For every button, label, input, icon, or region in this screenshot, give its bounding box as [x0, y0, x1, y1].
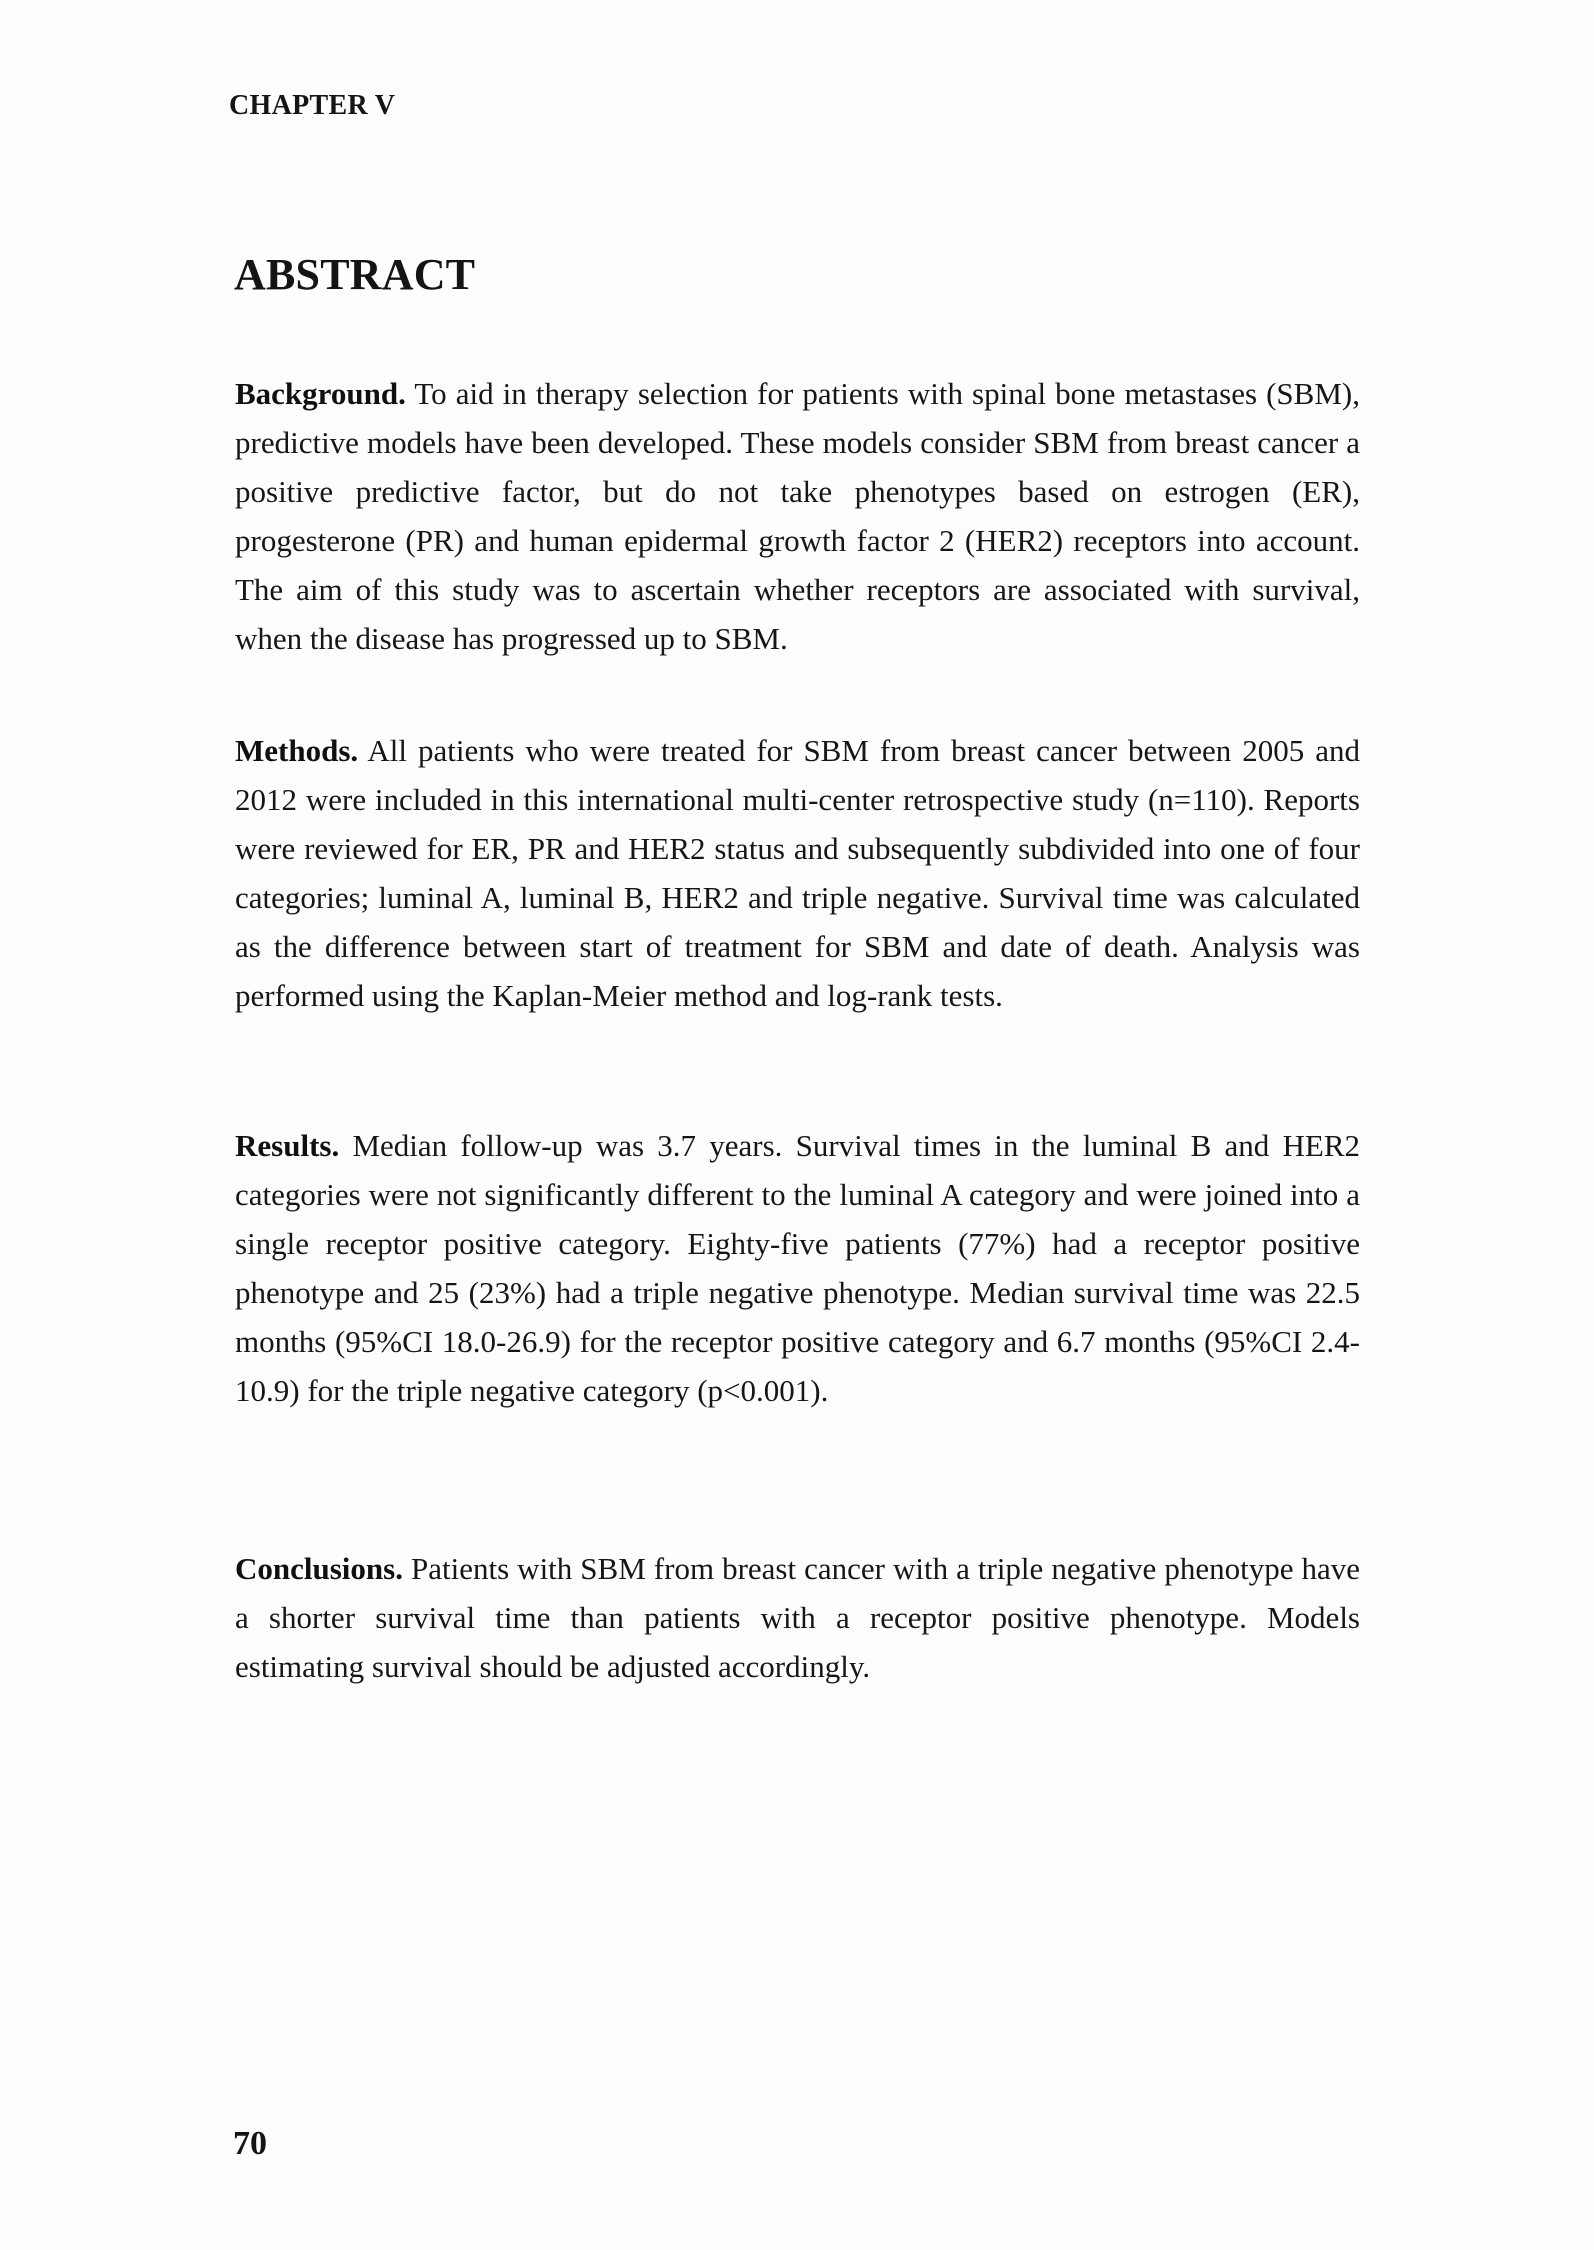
section-text-methods: All patients who were treated for SBM from breast cancer between 2005 and 2012 were included in this international multi-center retrospective study (n=110). Reports were reviewed for ER, PR and HER2 status and subsequently subdivided into one of four categories; luminal A, luminal B, HER2 and triple negative. Survival time was calculated as the difference between start of treatment for SBM and date of death. Analysis was performed using the Kaplan-Meier method and log-rank tests.	[235, 733, 1360, 1013]
section-label-background: Background.	[235, 376, 406, 411]
section-label-results: Results.	[235, 1128, 340, 1163]
section-label-conclusions: Conclusions.	[235, 1551, 403, 1586]
section-label-methods: Methods.	[235, 733, 359, 768]
section-text-background: To aid in therapy selection for patients with spinal bone metastases (SBM), predictive models have been developed. These models consider SBM from breast cancer a positive predictive factor, but do not take phenotypes based on estrogen (ER), progesterone (PR) and human epidermal growth factor 2 (HER2) receptors into account. The aim of this study was to ascertain whether receptors are associated with survival, when the disease has progressed up to SBM.	[235, 376, 1360, 656]
section-text-conclusions: Patients with SBM from breast cancer with a triple negative phenotype have a shorter survival time than patients with a receptor positive phenotype. Models estimating survival should be adjusted accordingly.	[235, 1551, 1360, 1684]
abstract-section-background	[235, 369, 1360, 663]
abstract-section-methods	[235, 726, 1360, 1020]
abstract-section-results	[235, 1121, 1360, 1415]
page-title: ABSTRACT	[234, 250, 476, 300]
section-text-results: Median follow-up was 3.7 years. Survival times in the luminal B and HER2 categories were not significantly different to the luminal A category and were joined into a single receptor positive category. Eighty-five patients (77%) had a receptor positive phenotype and 25 (23%) had a triple negative phenotype. Median survival time was 22.5 months (95%CI 18.0-26.9) for the receptor positive category and 6.7 months (95%CI 2.4-10.9) for the triple negative category (p<0.001).	[235, 1128, 1361, 1408]
page-number: 70	[233, 2125, 267, 2162]
abstract-section-conclusions	[235, 1544, 1360, 1691]
chapter-label: CHAPTER V	[229, 90, 396, 121]
